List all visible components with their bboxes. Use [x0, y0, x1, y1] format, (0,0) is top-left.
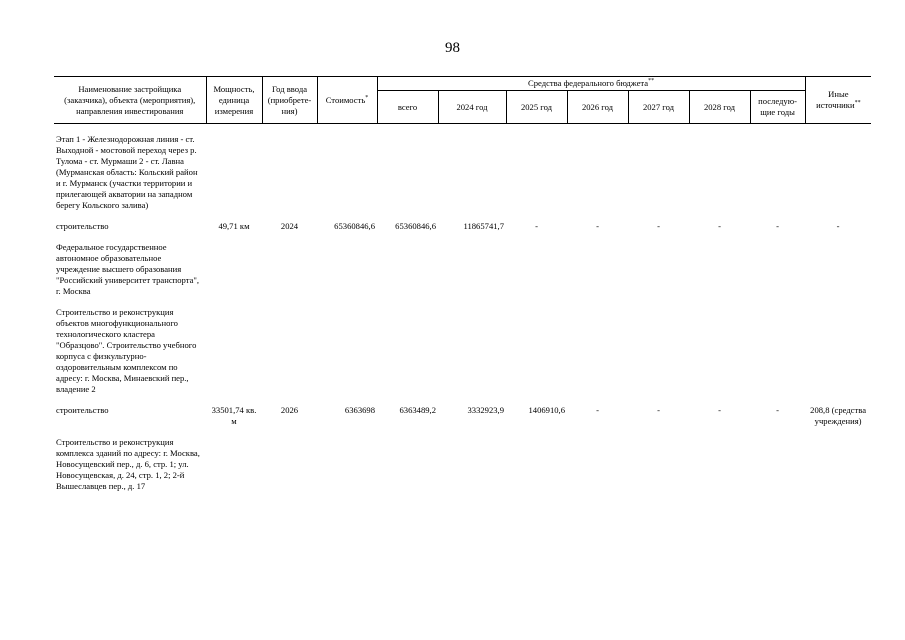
header-federal-mark: ** — [648, 78, 655, 85]
cell-capacity: 33501,74 кв. м — [211, 405, 257, 426]
cell-2028: - — [718, 221, 721, 231]
table-row — [54, 221, 871, 232]
header-name: Наименование застройщика (заказчика), объекта (мероприятия), направления инвестирования — [54, 77, 206, 124]
table-row — [54, 307, 871, 395]
federal-budget-table — [54, 76, 871, 492]
header-other-sources — [805, 77, 871, 124]
header-other-mark: ** — [854, 100, 861, 107]
header-cost-mark: * — [365, 94, 369, 101]
header-2024: 2024 год — [438, 91, 506, 124]
row-name: строительство — [56, 405, 109, 415]
cell-year: 2026 — [280, 405, 299, 415]
table-row — [54, 134, 871, 211]
header-2026: 2026 год — [567, 91, 628, 124]
header-cost-label: Стоимость — [325, 94, 366, 105]
cell-cost: 65360846,6 — [334, 221, 375, 231]
cell-total: 6363489,2 — [399, 405, 436, 415]
row-name: Строительство и реконструкция объектов многофункционального технологического кластера "Образцово". Строительство учебного корпуса с физкультурно-оздоровительным комплексом по адресу: г. Москва, Минаевский пер., владение 2 — [56, 307, 197, 394]
row-name: Федеральное государственное автономное образовательное учреждение высшего образования "Российский университет транспорта", г. Москва — [56, 242, 200, 296]
header-later-years: последую-щие годы — [750, 91, 805, 124]
cell-capacity: 49,71 км — [218, 221, 250, 231]
cell-2026: - — [596, 405, 599, 415]
cell-2026: - — [596, 221, 599, 231]
cell-2024: 11865741,7 — [463, 221, 504, 231]
header-year: Год ввода (приобрете-ния) — [262, 77, 317, 124]
cell-2027: - — [657, 405, 660, 415]
header-total: всего — [377, 91, 438, 124]
row-name: Этап 1 - Железнодорожная линия - ст. Выходной - мостовой переход через р. Тулома - ст. Мурмаши 2 - ст. Лавна (Мурманская область: Кольский район и г. Мурманск (участки территории и прилегающей акватории на западном берегу Кольского залива) — [56, 134, 198, 210]
header-2027: 2027 год — [628, 91, 689, 124]
header-cost — [317, 77, 377, 124]
row-name: Строительство и реконструкция комплекса зданий по адресу: г. Москва, Новосущевский пер., д. 6, стр. 1; ул. Новосущевская, д. 24, стр. 1, 2; 2-й Вышеславцев пер., д. 17 — [56, 437, 200, 491]
table-row — [54, 405, 871, 427]
header-federal-budget — [377, 77, 805, 91]
cell-other: 208,8 (средства учреждения) — [810, 405, 867, 426]
cell-later: - — [776, 221, 779, 231]
cell-2028: - — [718, 405, 721, 415]
cell-2024: 3332923,9 — [467, 405, 504, 415]
cell-later: - — [776, 405, 779, 415]
header-other-label: Иные источники — [816, 89, 855, 110]
cell-year: 2024 — [280, 221, 299, 231]
cell-cost: 6363698 — [344, 405, 375, 415]
header-federal-label: Средства федерального бюджета — [527, 78, 649, 88]
table-row — [54, 242, 871, 297]
row-name: строительство — [56, 221, 109, 231]
cell-total: 65360846,6 — [395, 221, 436, 231]
cell-2025: 1406910,6 — [528, 405, 565, 415]
cell-other: - — [836, 221, 840, 231]
cell-2025: - — [535, 221, 538, 231]
header-2028: 2028 год — [689, 91, 750, 124]
table-row — [54, 437, 871, 492]
cell-2027: - — [657, 221, 660, 231]
header-capacity: Мощность, единица измерения — [206, 77, 262, 124]
header-2025: 2025 год — [506, 91, 567, 124]
page-number: 98 — [445, 40, 460, 56]
